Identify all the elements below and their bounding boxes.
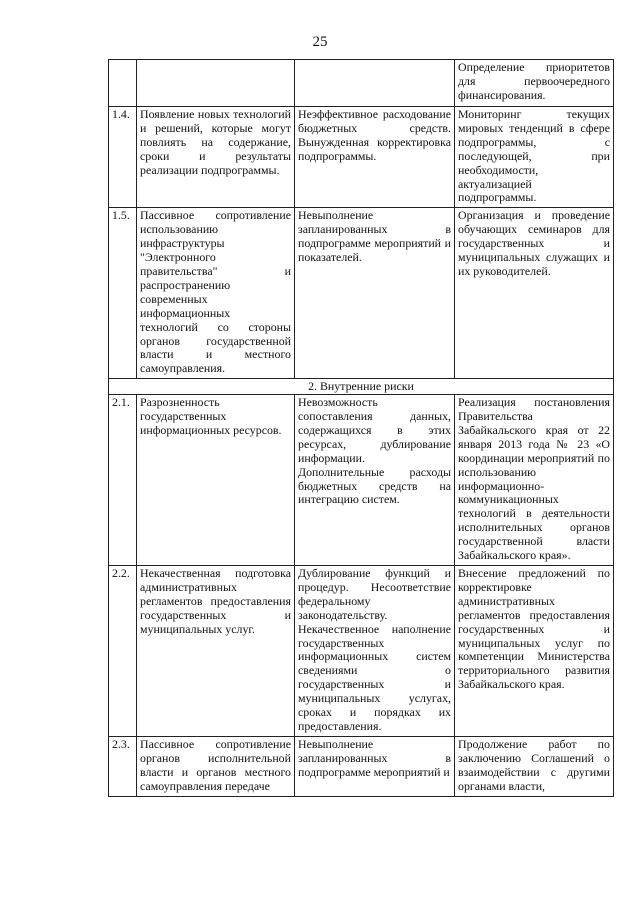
table-row bbox=[109, 566, 614, 737]
section-header-row bbox=[109, 379, 614, 395]
consequence-cell bbox=[295, 60, 455, 107]
row-number: 1.5. bbox=[109, 208, 137, 379]
measures-cell: Продолжение работ по заключению Соглашений о взаимодействии с другими органами власти, bbox=[455, 736, 614, 796]
table-row bbox=[109, 208, 614, 379]
row-number: 2.2. bbox=[109, 566, 137, 737]
table-row bbox=[109, 60, 614, 107]
table-row bbox=[109, 395, 614, 566]
page-number: 25 bbox=[312, 34, 328, 50]
row-number: 2.3. bbox=[109, 736, 137, 796]
measures-cell: Внесение предложений по корректировке административных регламентов предоставления государственных и муниципальных услуг по компетенции Министерства территориального развития Забайкальского края. bbox=[455, 566, 614, 737]
row-number bbox=[109, 60, 137, 107]
measures-cell: Организация и проведение обучающих семинаров для государственных и муниципальных служащих и их руководителей. bbox=[455, 208, 614, 379]
consequence-cell: Дублирование функций и процедур. Несоответствие федеральному законодательству. Некачественное наполнение государственных информационных систем сведениями о государственных и муниципальных услугах, сроках и порядках их предоставления. bbox=[295, 566, 455, 737]
consequence-cell: Невыполнение запланированных в подпрограмме мероприятий и показателей. bbox=[295, 208, 455, 379]
risk-cell: Пассивное сопротивление использованию инфраструктуры "Электронного правительства" и распространению современных информационных технологий со стороны органов государственной власти и местного самоуправления. bbox=[137, 208, 295, 379]
risk-cell: Некачественная подготовка административных регламентов предоставления государственных и муниципальных услуг. bbox=[137, 566, 295, 737]
measures-cell: Реализация постановления Правительства Забайкальского края от 22 января 2013 года № 23 «О координации мероприятий по использованию информационно-коммуникационных технологий в деятельности исполнительных органов государственной власти Забайкальского края». bbox=[455, 395, 614, 566]
consequence-cell: Невыполнение запланированных в подпрограмме мероприятий и bbox=[295, 736, 455, 796]
risk-cell: Разрозненность государственных информационных ресурсов. bbox=[137, 395, 295, 566]
risk-cell: Появление новых технологий и решений, которые могут повлиять на содержание, сроки и результаты реализации подпрограммы. bbox=[137, 107, 295, 208]
risk-cell: Пассивное сопротивление органов исполнительной власти и органов местного самоуправления передаче bbox=[137, 736, 295, 796]
table-row bbox=[109, 107, 614, 208]
section-title: 2. Внутренние риски bbox=[109, 379, 614, 395]
table-row bbox=[109, 736, 614, 796]
row-number: 2.1. bbox=[109, 395, 137, 566]
risk-table bbox=[108, 59, 614, 797]
measures-cell: Мониторинг текущих мировых тенденций в сфере подпрограммы, с последующей, при необходимости, актуализацией подпрограммы. bbox=[455, 107, 614, 208]
measures-cell: Определение приоритетов для первоочередного финансирования. bbox=[455, 60, 614, 107]
row-number: 1.4. bbox=[109, 107, 137, 208]
consequence-cell: Неэффективное расходование бюджетных средств. Вынужденная корректировка подпрограммы. bbox=[295, 107, 455, 208]
risk-cell bbox=[137, 60, 295, 107]
consequence-cell: Невозможность сопоставления данных, содержащихся в этих ресурсах, дублирование информации. Дополнительные расходы бюджетных средств на интеграцию систем. bbox=[295, 395, 455, 566]
